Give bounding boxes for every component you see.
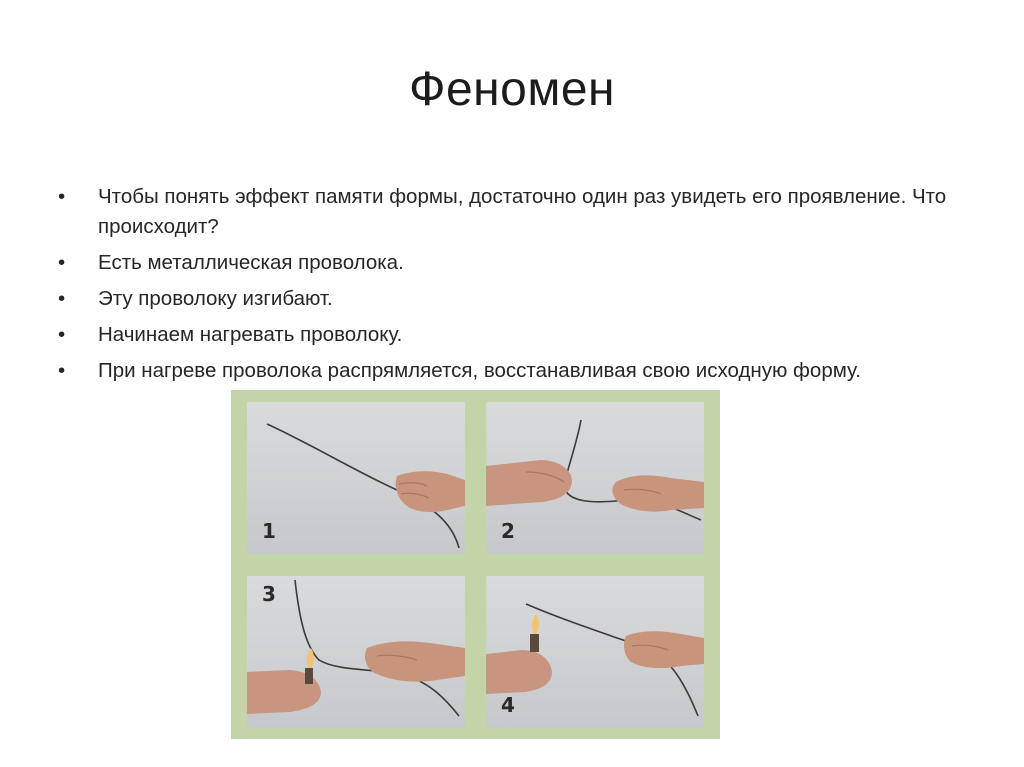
bullet-text: Начинаем нагревать проволоку. [98, 323, 403, 346]
slide-title: Феномен [408, 63, 616, 116]
step-number: 2 [501, 519, 515, 543]
bullet-item [58, 284, 958, 314]
bullet-marker: • [58, 185, 66, 208]
bullet-item [58, 320, 958, 350]
bullet-text: Эту проволоку изгибают. [98, 287, 333, 310]
step-number: 4 [501, 693, 515, 717]
bent-wire-illustration [486, 402, 704, 554]
bullet-text: Есть металлическая проволока. [98, 251, 404, 274]
photo-step-3 [247, 576, 465, 728]
heating-wire-illustration [247, 576, 465, 728]
step-number: 3 [262, 582, 276, 606]
bullet-item [58, 356, 958, 386]
step-number: 1 [262, 519, 276, 543]
bullet-item [58, 182, 958, 242]
bullet-list [58, 182, 958, 392]
bullet-marker: • [58, 287, 66, 310]
bullet-marker: • [58, 359, 66, 382]
photo-step-2 [486, 402, 704, 554]
bullet-item [58, 248, 958, 278]
bullet-text: При нагреве проволока распрямляется, восстанавливая свою исходную форму. [98, 359, 861, 382]
bullet-marker: • [58, 323, 66, 346]
wire-experiment-figure [231, 390, 720, 739]
bullet-marker: • [58, 251, 66, 274]
bullet-text: Чтобы понять эффект памяти формы, достаточно один раз увидеть его проявление. Что происходит? [98, 185, 947, 238]
photo-step-1 [247, 402, 465, 554]
wire-hand-illustration [247, 402, 465, 554]
photo-step-4 [486, 576, 704, 728]
straightened-wire-illustration [486, 576, 704, 728]
